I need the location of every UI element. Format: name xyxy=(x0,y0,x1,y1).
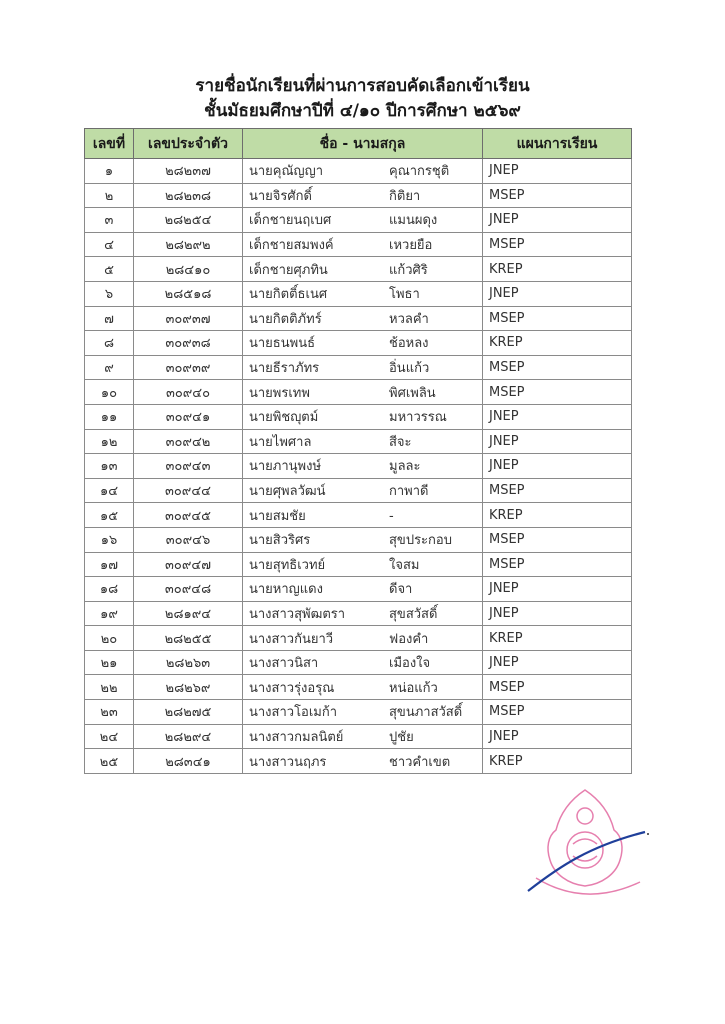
table-row xyxy=(85,281,632,306)
student-id: ๒๘๓๔๑ xyxy=(134,749,243,774)
student-name-cell xyxy=(243,232,483,257)
row-number: ๒๕ xyxy=(85,749,134,774)
student-id: ๒๘๒๗๕ xyxy=(134,700,243,725)
student-name-cell xyxy=(243,183,483,208)
first-name: นางสาวสุพัฒตรา xyxy=(249,606,346,622)
study-plan: MSEP xyxy=(483,675,632,700)
student-id: ๓๐๙๔๒ xyxy=(134,429,243,454)
table-row xyxy=(85,208,632,233)
last-name: สุขสวัสดิ์ xyxy=(389,606,438,622)
study-plan: JNEP xyxy=(483,650,632,675)
study-plan: JNEP xyxy=(483,281,632,306)
row-number: ๑๗ xyxy=(85,552,134,577)
first-name: นายพรเทพ xyxy=(249,385,310,401)
last-name: คุณากรชุติ xyxy=(389,164,450,180)
row-number: ๒๔ xyxy=(85,724,134,749)
student-name-cell xyxy=(243,601,483,626)
study-plan: MSEP xyxy=(483,306,632,331)
row-number: ๑๘ xyxy=(85,577,134,602)
student-name-cell xyxy=(243,478,483,503)
student-id: ๓๐๙๔๗ xyxy=(134,552,243,577)
table-row xyxy=(85,724,632,749)
study-plan: MSEP xyxy=(483,700,632,725)
study-plan: JNEP xyxy=(483,724,632,749)
student-name-cell xyxy=(243,208,483,233)
student-id: ๒๘๕๑๘ xyxy=(134,281,243,306)
student-id: ๓๐๙๔๓ xyxy=(134,454,243,479)
student-name-cell xyxy=(243,355,483,380)
student-name-cell xyxy=(243,429,483,454)
study-plan: JNEP xyxy=(483,429,632,454)
last-name: หวลคำ xyxy=(389,311,429,327)
last-name: สุขประกอบ xyxy=(389,533,452,549)
first-name: นายคุณัญญา xyxy=(249,164,324,180)
student-id: ๒๘๔๑๐ xyxy=(134,257,243,282)
student-name-cell xyxy=(243,503,483,528)
first-name: เด็กชายสมพงค์ xyxy=(249,238,334,254)
table-row xyxy=(85,159,632,184)
table-row xyxy=(85,626,632,651)
study-plan: KREP xyxy=(483,257,632,282)
first-name: นายศุพลวัฒน์ xyxy=(249,484,326,500)
column-header-student-id: เลขประจำตัว xyxy=(134,129,243,159)
table-row xyxy=(85,306,632,331)
study-plan: JNEP xyxy=(483,454,632,479)
first-name: นายจิรศักดิ์ xyxy=(249,188,312,204)
table-row xyxy=(85,331,632,356)
row-number: ๑๙ xyxy=(85,601,134,626)
first-name: นายไพศาล xyxy=(249,434,312,450)
student-id: ๒๘๒๕๕ xyxy=(134,626,243,651)
study-plan: MSEP xyxy=(483,552,632,577)
student-id: ๒๘๒๙๒ xyxy=(134,232,243,257)
study-plan: JNEP xyxy=(483,159,632,184)
student-name-cell xyxy=(243,749,483,774)
student-name-cell xyxy=(243,724,483,749)
student-name-cell xyxy=(243,306,483,331)
first-name: นางสาวนิสา xyxy=(249,656,319,672)
stamp-emblem-icon xyxy=(536,790,640,894)
first-name: นายธีราภัทร xyxy=(249,361,320,377)
first-name: เด็กชายศุภทิน xyxy=(249,262,328,278)
study-plan: MSEP xyxy=(483,478,632,503)
school-stamp xyxy=(520,786,650,906)
table-row xyxy=(85,183,632,208)
first-name: นายพิชญุตม์ xyxy=(249,410,319,426)
first-name: นายหาญแดง xyxy=(249,582,323,598)
last-name: เหวยยือ xyxy=(389,238,433,254)
row-number: ๔ xyxy=(85,232,134,257)
student-name-cell xyxy=(243,700,483,725)
row-number: ๑๓ xyxy=(85,454,134,479)
student-name-cell xyxy=(243,159,483,184)
table-row xyxy=(85,650,632,675)
row-number: ๕ xyxy=(85,257,134,282)
document-title-line1: รายชื่อนักเรียนที่ผ่านการสอบคัดเลือกเข้าเรียน xyxy=(195,76,530,96)
study-plan: MSEP xyxy=(483,355,632,380)
student-id: ๓๐๙๓๗ xyxy=(134,306,243,331)
row-number: ๗ xyxy=(85,306,134,331)
study-plan: KREP xyxy=(483,331,632,356)
student-name-cell xyxy=(243,552,483,577)
row-number: ๑๒ xyxy=(85,429,134,454)
last-name: - xyxy=(389,508,394,524)
student-name-cell xyxy=(243,577,483,602)
row-number: ๑๑ xyxy=(85,404,134,429)
first-name: นางสาวกันยาวี xyxy=(249,631,334,647)
study-plan: JNEP xyxy=(483,404,632,429)
table-row xyxy=(85,380,632,405)
column-header-full-name: ชื่อ - นามสกุล xyxy=(243,129,483,159)
student-name-cell xyxy=(243,454,483,479)
student-id: ๒๘๑๙๔ xyxy=(134,601,243,626)
last-name: มูลละ xyxy=(389,459,421,475)
table-row xyxy=(85,577,632,602)
student-name-cell xyxy=(243,650,483,675)
table-row xyxy=(85,232,632,257)
last-name: แมนผดุง xyxy=(389,213,438,229)
table-row xyxy=(85,429,632,454)
student-name-cell xyxy=(243,380,483,405)
row-number: ๑ xyxy=(85,159,134,184)
student-id: ๒๘๒๕๔ xyxy=(134,208,243,233)
last-name: สีจะ xyxy=(389,434,412,450)
table-row xyxy=(85,355,632,380)
student-id: ๓๐๙๓๘ xyxy=(134,331,243,356)
study-plan: MSEP xyxy=(483,232,632,257)
first-name: นางสาวรุ่งอรุณ xyxy=(249,680,335,696)
student-id: ๒๘๒๙๔ xyxy=(134,724,243,749)
last-name: กิติยา xyxy=(389,188,421,204)
first-name: นายสิวริศร xyxy=(249,533,311,549)
table-row xyxy=(85,257,632,282)
stamp-text xyxy=(0,0,1,1)
student-name-cell xyxy=(243,527,483,552)
first-name: นายกิตติ์ธเนศ xyxy=(249,287,328,303)
column-header-study-plan: แผนการเรียน xyxy=(483,129,632,159)
student-name-cell xyxy=(243,281,483,306)
row-number: ๖ xyxy=(85,281,134,306)
student-id: ๓๐๙๔๕ xyxy=(134,503,243,528)
column-header-number: เลขที่ xyxy=(85,129,134,159)
study-plan: JNEP xyxy=(483,208,632,233)
student-id: ๒๘๒๖๙ xyxy=(134,675,243,700)
study-plan: MSEP xyxy=(483,527,632,552)
study-plan: MSEP xyxy=(483,380,632,405)
student-name-cell xyxy=(243,675,483,700)
student-id: ๓๐๙๓๙ xyxy=(134,355,243,380)
first-name: เด็กชายนฤเบศ xyxy=(249,213,332,229)
table-row xyxy=(85,478,632,503)
table-row xyxy=(85,749,632,774)
last-name: ช้อหลง xyxy=(389,336,429,352)
last-name: โพธา xyxy=(389,287,420,303)
study-plan: KREP xyxy=(483,503,632,528)
first-name: นางสาวกมลนิตย์ xyxy=(249,729,344,745)
student-name-cell xyxy=(243,404,483,429)
table-row xyxy=(85,454,632,479)
document-title-line2: ชั้นมัธยมศึกษาปีที่ ๔/๑๐ ปีการศึกษา ๒๕๖๙ xyxy=(204,101,521,121)
row-number: ๑๖ xyxy=(85,527,134,552)
student-id: ๓๐๙๔๑ xyxy=(134,404,243,429)
study-plan: MSEP xyxy=(483,183,632,208)
table-row xyxy=(85,675,632,700)
first-name: นายธนพนธ์ xyxy=(249,336,316,352)
row-number: ๓ xyxy=(85,208,134,233)
row-number: ๒ xyxy=(85,183,134,208)
student-id: ๒๘๒๓๘ xyxy=(134,183,243,208)
row-number: ๑๕ xyxy=(85,503,134,528)
table-row xyxy=(85,552,632,577)
table-row xyxy=(85,404,632,429)
row-number: ๑๔ xyxy=(85,478,134,503)
table-row xyxy=(85,700,632,725)
first-name: นางสาวนฤภร xyxy=(249,754,327,770)
row-number: ๑๐ xyxy=(85,380,134,405)
student-id: ๒๘๒๖๓ xyxy=(134,650,243,675)
student-list-table xyxy=(84,128,632,774)
student-id: ๓๐๙๔๖ xyxy=(134,527,243,552)
study-plan: KREP xyxy=(483,749,632,774)
student-name-cell xyxy=(243,626,483,651)
row-number: ๙ xyxy=(85,355,134,380)
last-name: พิศเพลิน xyxy=(389,385,436,401)
row-number: ๒๒ xyxy=(85,675,134,700)
row-number: ๒๓ xyxy=(85,700,134,725)
last-name: ชาวคำเขต xyxy=(389,754,451,770)
student-id: ๒๘๒๓๗ xyxy=(134,159,243,184)
student-name-cell xyxy=(243,331,483,356)
last-name: แก้วศิริ xyxy=(389,262,428,278)
last-name: อิ่นแก้ว xyxy=(389,361,430,377)
student-id: ๓๐๙๔๘ xyxy=(134,577,243,602)
last-name: กาพาดี xyxy=(389,484,429,500)
table-row xyxy=(85,601,632,626)
table-row xyxy=(85,527,632,552)
last-name: ฟองคำ xyxy=(389,631,429,647)
table-header-row xyxy=(85,129,632,159)
row-number: ๘ xyxy=(85,331,134,356)
first-name: นายสุทธิเวทย์ xyxy=(249,557,326,573)
last-name: เมืองใจ xyxy=(389,656,431,672)
table-body xyxy=(85,159,632,774)
study-plan: JNEP xyxy=(483,577,632,602)
student-name-cell xyxy=(243,257,483,282)
last-name: ดีจา xyxy=(389,582,413,598)
last-name: หน่อแก้ว xyxy=(389,680,438,696)
student-id: ๓๐๙๔๐ xyxy=(134,380,243,405)
first-name: นายสมชัย xyxy=(249,508,306,524)
last-name: ใจสม xyxy=(389,557,420,573)
row-number: ๒๐ xyxy=(85,626,134,651)
first-name: นายภานุพงษ์ xyxy=(249,459,322,475)
study-plan: KREP xyxy=(483,626,632,651)
table-row xyxy=(85,503,632,528)
first-name: นางสาวโอเมก้า xyxy=(249,705,338,721)
last-name: มหาวรรณ xyxy=(389,410,447,426)
study-plan: JNEP xyxy=(483,601,632,626)
student-id: ๓๐๙๔๔ xyxy=(134,478,243,503)
last-name: ปูชัย xyxy=(389,729,414,745)
row-number: ๒๑ xyxy=(85,650,134,675)
first-name: นายกิตติภัทร์ xyxy=(249,311,322,327)
last-name: สุขนภาสวัสดิ์ xyxy=(389,705,463,721)
